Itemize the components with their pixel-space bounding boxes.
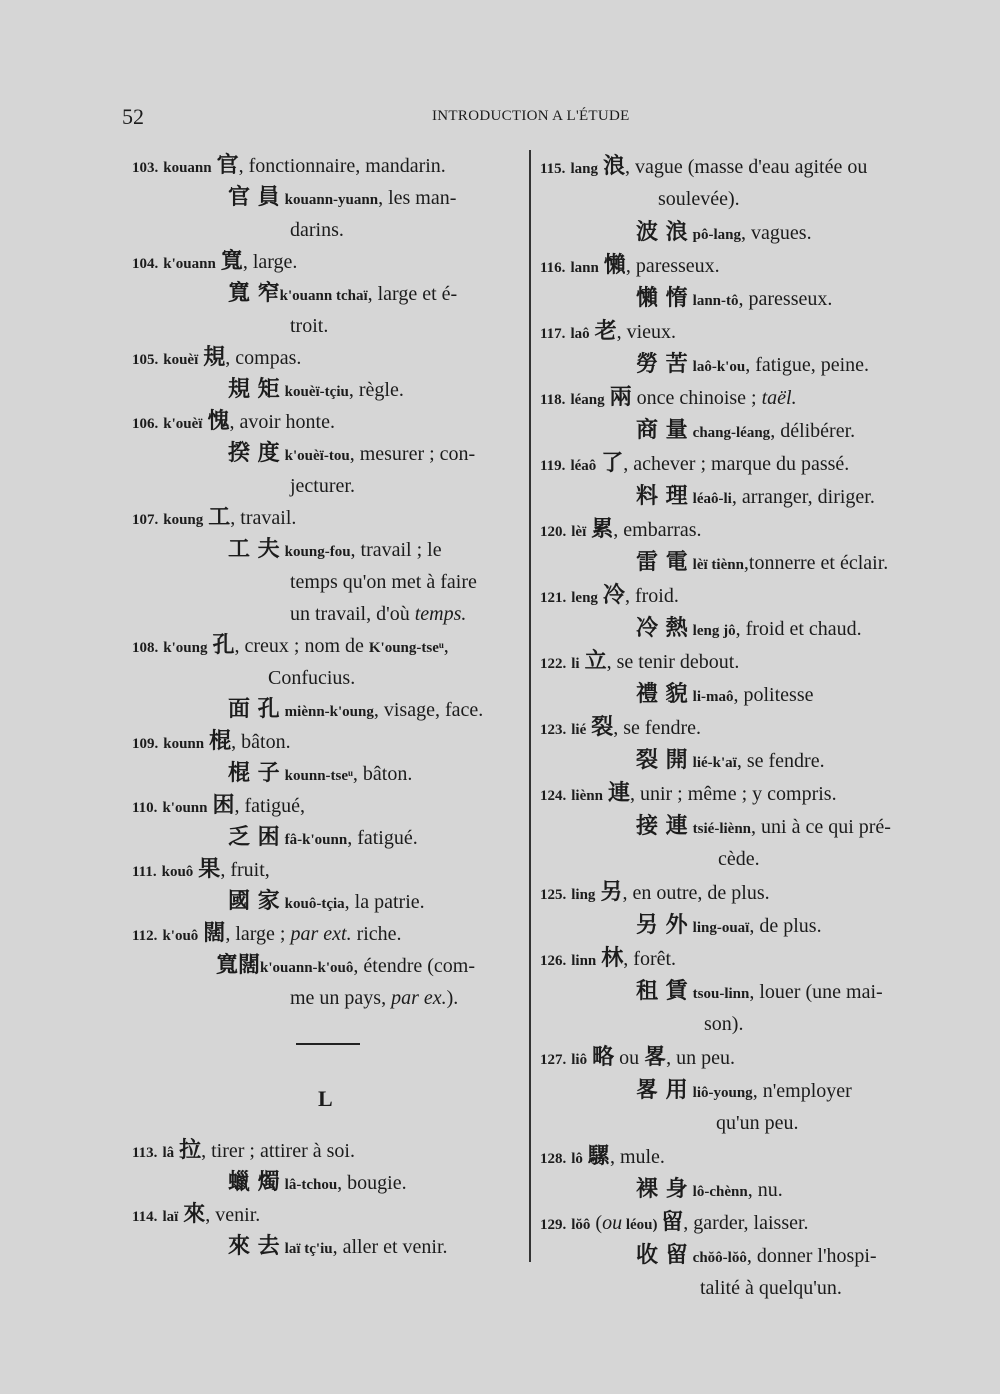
chinese-character: 愧 bbox=[207, 409, 230, 434]
chinese-character: 拉 bbox=[179, 1138, 202, 1163]
entry-113 bbox=[132, 1135, 522, 1167]
sub-entry bbox=[540, 348, 940, 381]
sub-entry bbox=[540, 216, 940, 249]
entry-126 bbox=[540, 942, 940, 975]
chinese-compound: 雷 電 bbox=[636, 550, 688, 575]
romanization: kouann-yuann bbox=[284, 192, 379, 208]
definition: , fruit, bbox=[220, 859, 270, 881]
entry-103 bbox=[132, 150, 522, 182]
entry-107 bbox=[132, 502, 522, 534]
sub-entry bbox=[540, 282, 940, 315]
romanization: li bbox=[571, 656, 580, 672]
romanization: ling-ouaï bbox=[692, 920, 750, 936]
romanization: leng bbox=[571, 590, 598, 606]
definition: , se fendre. bbox=[736, 750, 825, 772]
romanization: koung bbox=[163, 512, 204, 528]
romanization: k'ouô bbox=[162, 928, 199, 944]
definition: , froid et chaud. bbox=[735, 618, 862, 640]
chinese-compound: 商 量 bbox=[636, 418, 688, 443]
romanization: koung-fou bbox=[284, 544, 351, 560]
romanization: lŏô bbox=[571, 1217, 591, 1233]
romanization: linn bbox=[571, 953, 597, 969]
romanization: laï bbox=[162, 1209, 179, 1225]
sub-entry bbox=[132, 694, 522, 726]
sub-entry bbox=[540, 975, 940, 1008]
sub-entry bbox=[540, 744, 940, 777]
definition: , achever ; marque du passé. bbox=[623, 453, 850, 475]
chinese-compound: 乏 困 bbox=[228, 825, 280, 850]
sub-entry bbox=[540, 546, 940, 579]
definition: , paresseux. bbox=[625, 255, 720, 277]
chinese-character: 來 bbox=[183, 1202, 206, 1227]
definition: , vagues. bbox=[741, 222, 812, 244]
definition: , travail ; le bbox=[350, 539, 442, 561]
entry-110 bbox=[132, 790, 522, 822]
chinese-compound: 冷 熱 bbox=[636, 616, 688, 641]
italic-term: par ext. bbox=[290, 923, 352, 945]
romanization: k'ouèï bbox=[163, 416, 203, 432]
definition: riche. bbox=[351, 923, 402, 945]
definition: , mesurer ; con- bbox=[349, 443, 476, 465]
sub-entry bbox=[132, 758, 522, 790]
sub-entry bbox=[132, 1231, 522, 1263]
definition: , étendre (com- bbox=[353, 955, 476, 977]
sub-entry bbox=[132, 886, 522, 918]
continuation-text: ). bbox=[446, 987, 459, 1009]
chinese-character: 林 bbox=[601, 946, 624, 971]
definition: , se fendre. bbox=[613, 717, 701, 739]
romanization: léang bbox=[570, 392, 605, 408]
entry-number: 122. bbox=[540, 656, 567, 672]
entry-number: 107. bbox=[132, 512, 159, 528]
entry-104 bbox=[132, 246, 522, 278]
entry-115 bbox=[540, 150, 940, 183]
definition: , froid. bbox=[624, 585, 679, 607]
definition: , large. bbox=[242, 251, 298, 273]
sub-entry bbox=[132, 374, 522, 406]
continuation: qu'un peu. bbox=[716, 1112, 799, 1134]
romanization: laô-k'ou bbox=[692, 359, 746, 375]
sub-entry bbox=[132, 534, 522, 566]
entry-118 bbox=[540, 381, 940, 414]
chinese-compound: 揆 度 bbox=[228, 441, 280, 466]
romanization: ling bbox=[571, 887, 596, 903]
italic-term: temps. bbox=[414, 603, 467, 625]
entry-111 bbox=[132, 854, 522, 886]
definition: , donner l'hospi- bbox=[746, 1245, 877, 1267]
continuation-text: un travail, d'où bbox=[290, 603, 415, 625]
definition: , embarras. bbox=[613, 519, 702, 541]
chinese-compound: 棍 子 bbox=[228, 761, 280, 786]
romanization: lèï tiènn bbox=[692, 557, 744, 573]
chinese-character: 留 bbox=[661, 1210, 684, 1235]
entry-number: 123. bbox=[540, 722, 567, 738]
entry-number: 118. bbox=[540, 392, 566, 408]
definition: , se tenir debout. bbox=[606, 651, 740, 673]
chinese-character: 闊 bbox=[203, 921, 226, 946]
sub-entry bbox=[132, 1167, 522, 1199]
romanization: li-maô bbox=[692, 689, 734, 705]
sub-entry bbox=[132, 822, 522, 854]
romanization: lann-tô bbox=[692, 293, 739, 309]
chinese-character: 兩 bbox=[609, 385, 632, 410]
sub-entry bbox=[540, 414, 940, 447]
definition: , bâton. bbox=[231, 731, 291, 753]
definition: ou bbox=[614, 1047, 645, 1069]
sub-entry bbox=[540, 480, 940, 513]
entry-number: 120. bbox=[540, 524, 567, 540]
chinese-compound: 裂 開 bbox=[636, 748, 688, 773]
entry-121 bbox=[540, 579, 940, 612]
definition: , règle. bbox=[348, 379, 404, 401]
romanization: tsou-linn bbox=[692, 986, 750, 1002]
page-number: 52 bbox=[122, 104, 144, 129]
sub-entry bbox=[132, 182, 522, 214]
section-rule bbox=[296, 1043, 360, 1045]
chinese-character: 了 bbox=[601, 451, 624, 476]
entry-number: 129. bbox=[540, 1217, 567, 1233]
definition: , nu. bbox=[747, 1179, 783, 1201]
continuation: son). bbox=[704, 1013, 744, 1035]
chinese-character: 孔 bbox=[212, 633, 235, 658]
entry-108 bbox=[132, 630, 522, 662]
definition: , uni à ce qui pré- bbox=[751, 816, 891, 838]
entry-120 bbox=[540, 513, 940, 546]
definition: , paresseux. bbox=[738, 288, 833, 310]
sub-entry bbox=[132, 278, 522, 310]
definition: , un peu. bbox=[666, 1047, 736, 1069]
sub-entry bbox=[132, 950, 522, 982]
definition: , creux ; nom de bbox=[234, 635, 369, 657]
entry-number: 111. bbox=[132, 864, 157, 880]
romanization: liô bbox=[571, 1052, 588, 1068]
romanization: lâ-tchou bbox=[284, 1177, 338, 1193]
entry-number: 109. bbox=[132, 736, 159, 752]
chinese-compound: 禮 貌 bbox=[636, 682, 688, 707]
chinese-character: 浪 bbox=[602, 154, 625, 179]
chinese-character: 工 bbox=[208, 505, 231, 530]
chinese-character: 連 bbox=[607, 781, 630, 806]
entry-129 bbox=[540, 1206, 940, 1239]
chinese-compound: 另 外 bbox=[636, 913, 688, 938]
continuation: soulevée). bbox=[658, 188, 740, 210]
definition: , aller et venir. bbox=[332, 1236, 448, 1258]
definition: , bougie. bbox=[337, 1172, 407, 1194]
running-title: INTRODUCTION A L'ÉTUDE bbox=[432, 108, 630, 124]
romanization: lô-chènn bbox=[692, 1184, 748, 1200]
romanization: k'ouann-k'ouô bbox=[260, 960, 354, 976]
definition: once chinoise ; bbox=[631, 387, 762, 409]
definition: , garder, laisser. bbox=[683, 1212, 809, 1234]
romanization: kouèï-tçiu bbox=[284, 384, 349, 400]
definition: , mule. bbox=[609, 1146, 665, 1168]
chinese-compound: 面 孔 bbox=[228, 697, 280, 722]
entry-117 bbox=[540, 315, 940, 348]
continuation: troit. bbox=[290, 315, 329, 337]
chinese-compound: 勞 苦 bbox=[636, 352, 688, 377]
right-column bbox=[540, 150, 940, 1305]
romanization: lâ bbox=[162, 1145, 175, 1161]
definition: , n'employer bbox=[752, 1080, 852, 1102]
entry-127 bbox=[540, 1041, 940, 1074]
chinese-character: 棍 bbox=[209, 729, 232, 754]
romanization: liô-young bbox=[692, 1085, 753, 1101]
left-column bbox=[132, 150, 522, 1014]
romanization: chang-léang bbox=[692, 425, 771, 441]
romanization-variant: léou) bbox=[622, 1217, 662, 1233]
continuation: darins. bbox=[290, 219, 344, 241]
chinese-character: 懶 bbox=[603, 253, 626, 278]
left-column-section-l bbox=[132, 1135, 522, 1263]
continuation: Confucius. bbox=[268, 667, 356, 689]
definition: , de plus. bbox=[749, 915, 822, 937]
entry-125 bbox=[540, 876, 940, 909]
entry-number: 124. bbox=[540, 788, 567, 804]
entry-number: 112. bbox=[132, 928, 158, 944]
chinese-character: 寬 bbox=[220, 249, 243, 274]
chinese-character: 略 bbox=[592, 1045, 615, 1070]
continuation: talité à quelqu'un. bbox=[700, 1277, 842, 1299]
romanization: k'oung bbox=[163, 640, 208, 656]
sub-entry bbox=[540, 1239, 940, 1272]
continuation: temps qu'on met à faire bbox=[290, 571, 477, 593]
romanization: liènn bbox=[571, 788, 603, 804]
sub-entry bbox=[132, 438, 522, 470]
sub-entry bbox=[540, 810, 940, 843]
sub-entry bbox=[540, 1173, 940, 1206]
romanization: k'ouèï-tou bbox=[284, 448, 350, 464]
romanization: lô bbox=[571, 1151, 583, 1167]
entry-number: 125. bbox=[540, 887, 567, 903]
definition: , visage, face. bbox=[373, 699, 484, 721]
definition: , avoir honte. bbox=[229, 411, 335, 433]
entry-124 bbox=[540, 777, 940, 810]
italic-term: taël. bbox=[761, 387, 797, 409]
romanization: K'oung-tseᵘ bbox=[368, 640, 444, 656]
definition: , délibérer. bbox=[770, 420, 856, 442]
definition: , les man- bbox=[378, 187, 457, 209]
entry-122 bbox=[540, 645, 940, 678]
entry-128 bbox=[540, 1140, 940, 1173]
chinese-compound: 寬闊 bbox=[216, 953, 261, 978]
entry-119 bbox=[540, 447, 940, 480]
continuation: cède. bbox=[718, 848, 760, 870]
definition: , large ; bbox=[225, 923, 291, 945]
column-divider bbox=[529, 150, 531, 1262]
entry-106 bbox=[132, 406, 522, 438]
entry-number: 114. bbox=[132, 1209, 158, 1225]
chinese-character-variant: 畧 bbox=[644, 1045, 667, 1070]
romanization: kounn bbox=[163, 736, 205, 752]
chinese-character: 果 bbox=[198, 857, 221, 882]
entry-116 bbox=[540, 249, 940, 282]
chinese-character: 官 bbox=[216, 153, 239, 178]
definition: , forêt. bbox=[623, 948, 677, 970]
chinese-compound: 來 去 bbox=[228, 1234, 280, 1259]
romanization: lèï bbox=[571, 524, 587, 540]
definition: ,tonnerre et éclair. bbox=[743, 552, 889, 574]
continuation bbox=[132, 982, 522, 1014]
definition: , bâton. bbox=[352, 763, 413, 785]
definition: , vieux. bbox=[616, 321, 677, 343]
definition: , fatigué. bbox=[347, 827, 418, 849]
entry-number: 126. bbox=[540, 953, 567, 969]
definition: , en outre, de plus. bbox=[622, 882, 770, 904]
definition: , arranger, diriger. bbox=[731, 486, 875, 508]
romanization: kouèï bbox=[163, 352, 199, 368]
chinese-compound: 官 員 bbox=[228, 185, 280, 210]
section-heading: L bbox=[318, 1086, 333, 1111]
chinese-character: 立 bbox=[584, 649, 607, 674]
continuation bbox=[132, 598, 522, 630]
romanization: k'ouann bbox=[163, 256, 216, 272]
italic-term: par ex. bbox=[391, 987, 447, 1009]
entry-number: 119. bbox=[540, 458, 566, 474]
romanization: lann bbox=[570, 260, 599, 276]
entry-105 bbox=[132, 342, 522, 374]
romanization: kouô-tçia bbox=[284, 896, 345, 912]
romanization: kouann bbox=[163, 160, 212, 176]
chinese-compound: 懶 惰 bbox=[636, 286, 688, 311]
chinese-character: 規 bbox=[203, 345, 226, 370]
chinese-character: 困 bbox=[212, 793, 235, 818]
sub-entry bbox=[540, 909, 940, 942]
romanization: laï tç'iu bbox=[284, 1241, 333, 1257]
definition: , la patrie. bbox=[344, 891, 425, 913]
romanization: k'ouann tchaï bbox=[279, 288, 368, 304]
definition: , fatigue, peine. bbox=[745, 354, 870, 376]
romanization: léaô bbox=[570, 458, 597, 474]
entry-number: 106. bbox=[132, 416, 159, 432]
chinese-compound: 工 夫 bbox=[228, 537, 280, 562]
chinese-compound: 接 連 bbox=[636, 814, 688, 839]
definition: , bbox=[443, 635, 449, 657]
entry-114 bbox=[132, 1199, 522, 1231]
definition: , fatigué, bbox=[234, 795, 306, 817]
chinese-compound: 收 留 bbox=[636, 1243, 688, 1268]
entry-number: 115. bbox=[540, 161, 566, 177]
romanization: leng jô bbox=[692, 623, 736, 639]
definition: , large et é- bbox=[367, 283, 458, 305]
entry-number: 116. bbox=[540, 260, 566, 276]
italic-term: ou bbox=[602, 1212, 623, 1234]
chinese-compound: 規 矩 bbox=[228, 377, 280, 402]
entry-109 bbox=[132, 726, 522, 758]
definition: , compas. bbox=[225, 347, 302, 369]
romanization: kouô bbox=[161, 864, 194, 880]
chinese-compound: 畧 用 bbox=[636, 1078, 688, 1103]
entry-112 bbox=[132, 918, 522, 950]
chinese-character: 裂 bbox=[591, 715, 614, 740]
definition: , venir. bbox=[205, 1204, 261, 1226]
definition: , vague (masse d'eau agitée ou bbox=[624, 156, 868, 178]
entry-number: 110. bbox=[132, 800, 158, 816]
definition: ( bbox=[590, 1212, 603, 1234]
romanization: kounn-tseᵘ bbox=[284, 768, 353, 784]
romanization: miènn-k'oung bbox=[284, 704, 374, 720]
romanization: fâ-k'ounn bbox=[284, 832, 348, 848]
chinese-character: 另 bbox=[600, 880, 623, 905]
chinese-compound: 料 理 bbox=[636, 484, 688, 509]
entry-number: 127. bbox=[540, 1052, 567, 1068]
entry-123 bbox=[540, 711, 940, 744]
romanization: léaô-li bbox=[692, 491, 732, 507]
chinese-compound: 波 浪 bbox=[636, 220, 688, 245]
chinese-character: 老 bbox=[594, 319, 617, 344]
romanization: lié bbox=[571, 722, 587, 738]
romanization: chŏô-lŏô bbox=[692, 1250, 747, 1266]
chinese-compound: 裸 身 bbox=[636, 1177, 688, 1202]
sub-entry bbox=[540, 678, 940, 711]
entry-number: 117. bbox=[540, 326, 566, 342]
entry-number: 104. bbox=[132, 256, 159, 272]
romanization: pô-lang bbox=[692, 227, 742, 243]
definition: , tirer ; attirer à soi. bbox=[201, 1140, 355, 1162]
entry-number: 121. bbox=[540, 590, 567, 606]
chinese-character: 騾 bbox=[587, 1144, 610, 1169]
chinese-compound: 寬 窄 bbox=[228, 281, 280, 306]
chinese-character: 冷 bbox=[602, 583, 625, 608]
definition: , louer (une mai- bbox=[749, 981, 883, 1003]
continuation-text: me un pays, bbox=[290, 987, 392, 1009]
romanization: laô bbox=[570, 326, 590, 342]
entry-number: 105. bbox=[132, 352, 159, 368]
chinese-compound: 國 家 bbox=[228, 889, 280, 914]
entry-number: 108. bbox=[132, 640, 159, 656]
entry-number: 103. bbox=[132, 160, 159, 176]
romanization: k'ounn bbox=[162, 800, 208, 816]
definition: , politesse bbox=[733, 684, 814, 706]
sub-entry bbox=[540, 1074, 940, 1107]
definition: , travail. bbox=[230, 507, 297, 529]
entry-number: 128. bbox=[540, 1151, 567, 1167]
romanization: tsié-liènn bbox=[692, 821, 752, 837]
romanization: lié-k'aï bbox=[692, 755, 737, 771]
definition: , fonctionnaire, mandarin. bbox=[238, 155, 446, 177]
sub-entry bbox=[540, 612, 940, 645]
chinese-compound: 租 賃 bbox=[636, 979, 688, 1004]
romanization: lang bbox=[570, 161, 598, 177]
entry-number: 113. bbox=[132, 1145, 158, 1161]
chinese-character: 累 bbox=[591, 517, 614, 542]
continuation: jecturer. bbox=[290, 475, 355, 497]
chinese-compound: 蠟 燭 bbox=[228, 1170, 280, 1195]
definition: , unir ; même ; y compris. bbox=[629, 783, 837, 805]
